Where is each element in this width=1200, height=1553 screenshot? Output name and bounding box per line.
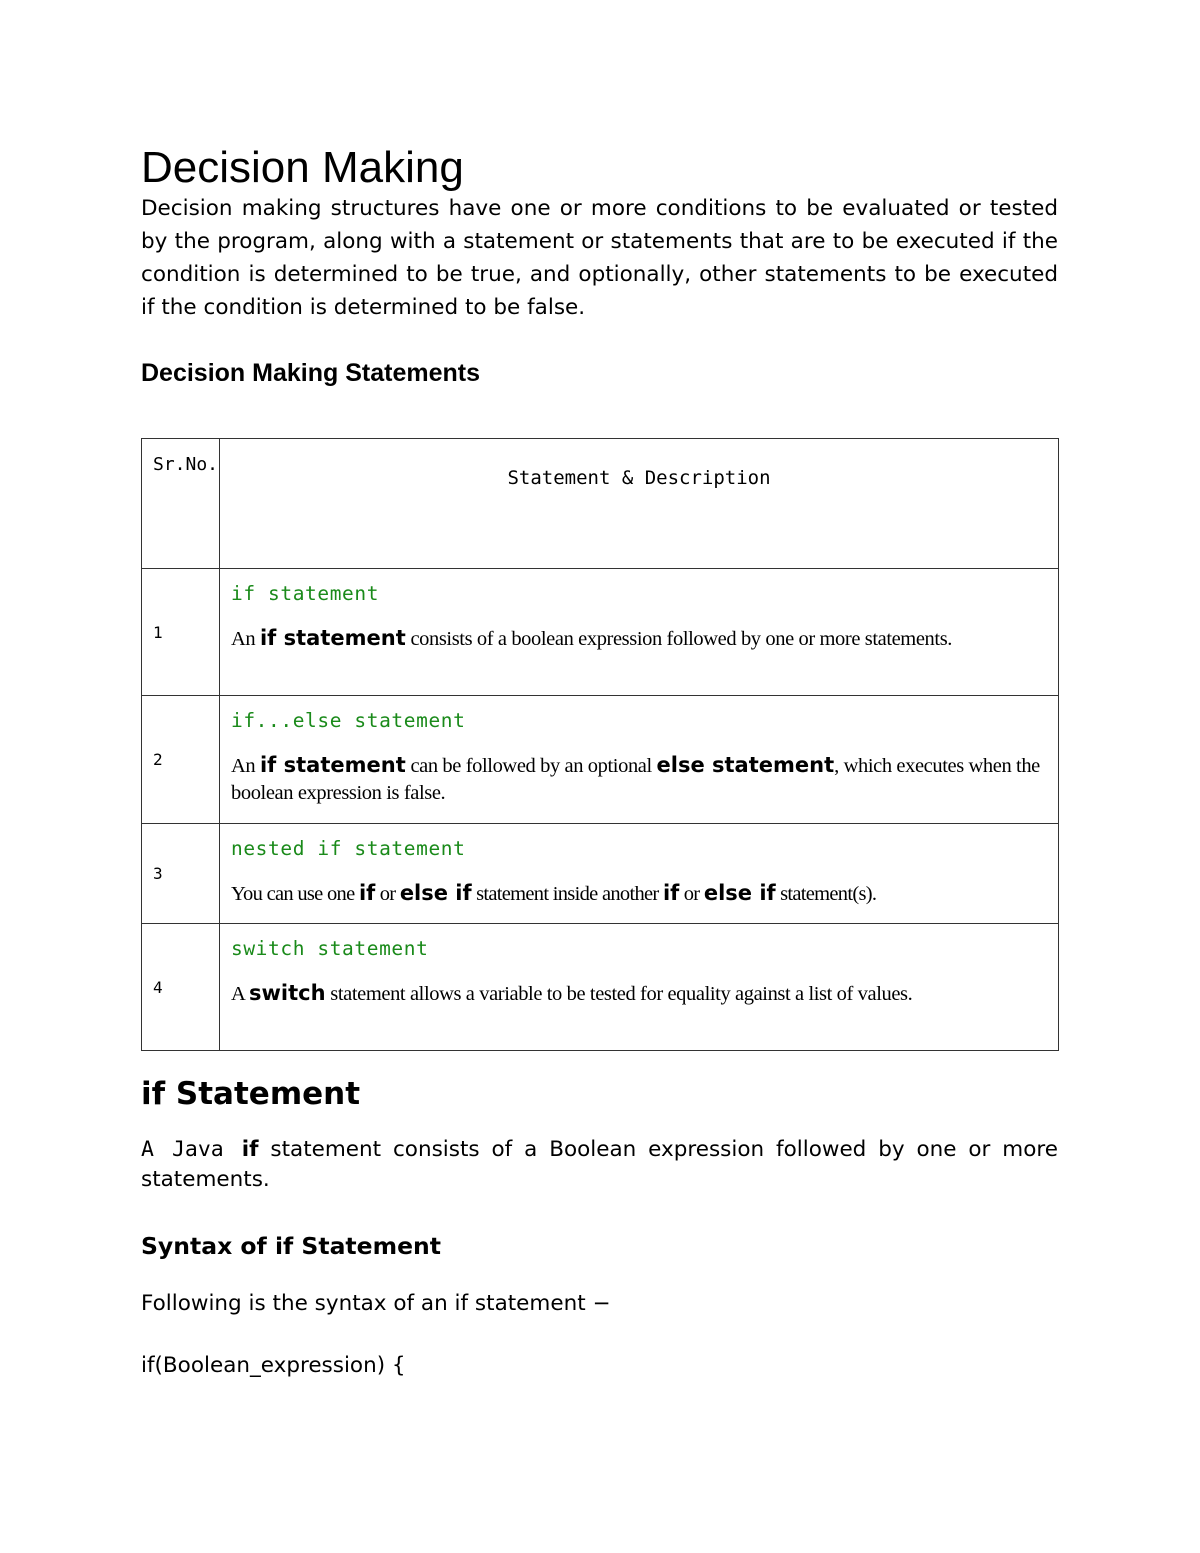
if-statement-description [141,1135,1058,1195]
keyword: if [241,1137,259,1162]
row-description [220,696,1059,824]
intro-paragraph: Decision making structures have one or more conditions to be evaluated or tested by the program, along with a statement or statements that are to be executed if the condition is determined to be true, and optionally, other statements to be executed if the condition is determined to be false. [141,196,1058,320]
statement-description [231,980,1046,1008]
row-description [220,924,1059,1051]
keyword: else statement [656,753,835,777]
description-text: You can use one [231,883,359,905]
description-text: or [679,883,704,905]
table-row [142,696,1059,824]
statement-name-link[interactable]: if...else statement [231,709,466,732]
keyword: else if [703,881,776,905]
section-subheading: Decision Making Statements [141,359,480,387]
keyword: if statement [259,753,406,777]
decision-statements-table [141,438,1059,1051]
statement-name-link[interactable]: nested if statement [231,837,466,860]
row-number: 2 [142,696,220,824]
keyword: if statement [259,626,406,650]
page-title: Decision Making [141,143,464,192]
table-header-row [142,439,1059,569]
row-number: 3 [142,824,220,924]
statement-description [231,752,1046,807]
if-statement-heading: if Statement [141,1076,361,1112]
statement-description [231,625,1046,653]
table-row [142,924,1059,1051]
keyword: if [358,881,376,905]
row-description [220,569,1059,696]
description-text: A Java [141,1137,242,1162]
statement-name-link[interactable]: switch statement [231,937,429,960]
keyword: else if [399,881,472,905]
row-description [220,824,1059,924]
description-text: An [231,755,260,777]
description-text: statement(s). [775,883,877,905]
syntax-heading: Syntax of if Statement [141,1232,441,1260]
header-statement-description: Statement & Description [220,439,1059,569]
statement-name-link[interactable]: if statement [231,582,380,605]
description-text: An [231,628,260,650]
row-number: 4 [142,924,220,1051]
keyword: switch [249,981,326,1005]
table-row [142,569,1059,696]
table-row [142,824,1059,924]
keyword: if [662,881,680,905]
description-text: statement consists of a Boolean expression followed by one or more statements. [141,1137,1058,1192]
syntax-lead-text: Following is the syntax of an if statement − [141,1291,611,1316]
description-text: , which executes when the boolean expression is false. [231,755,1040,804]
header-serial-number: Sr.No. [142,439,220,569]
description-text: consists of a boolean expression followed by one or more statements. [405,628,953,650]
statement-description [231,880,1046,908]
description-text: statement inside another [471,883,663,905]
row-number: 1 [142,569,220,696]
description-text: statement allows a variable to be tested for equality against a list of values. [325,983,913,1005]
description-text: can be followed by an optional [405,755,657,777]
description-text: A [231,983,249,1005]
description-text: or [375,883,400,905]
code-line: if(Boolean_expression) { [141,1353,406,1378]
